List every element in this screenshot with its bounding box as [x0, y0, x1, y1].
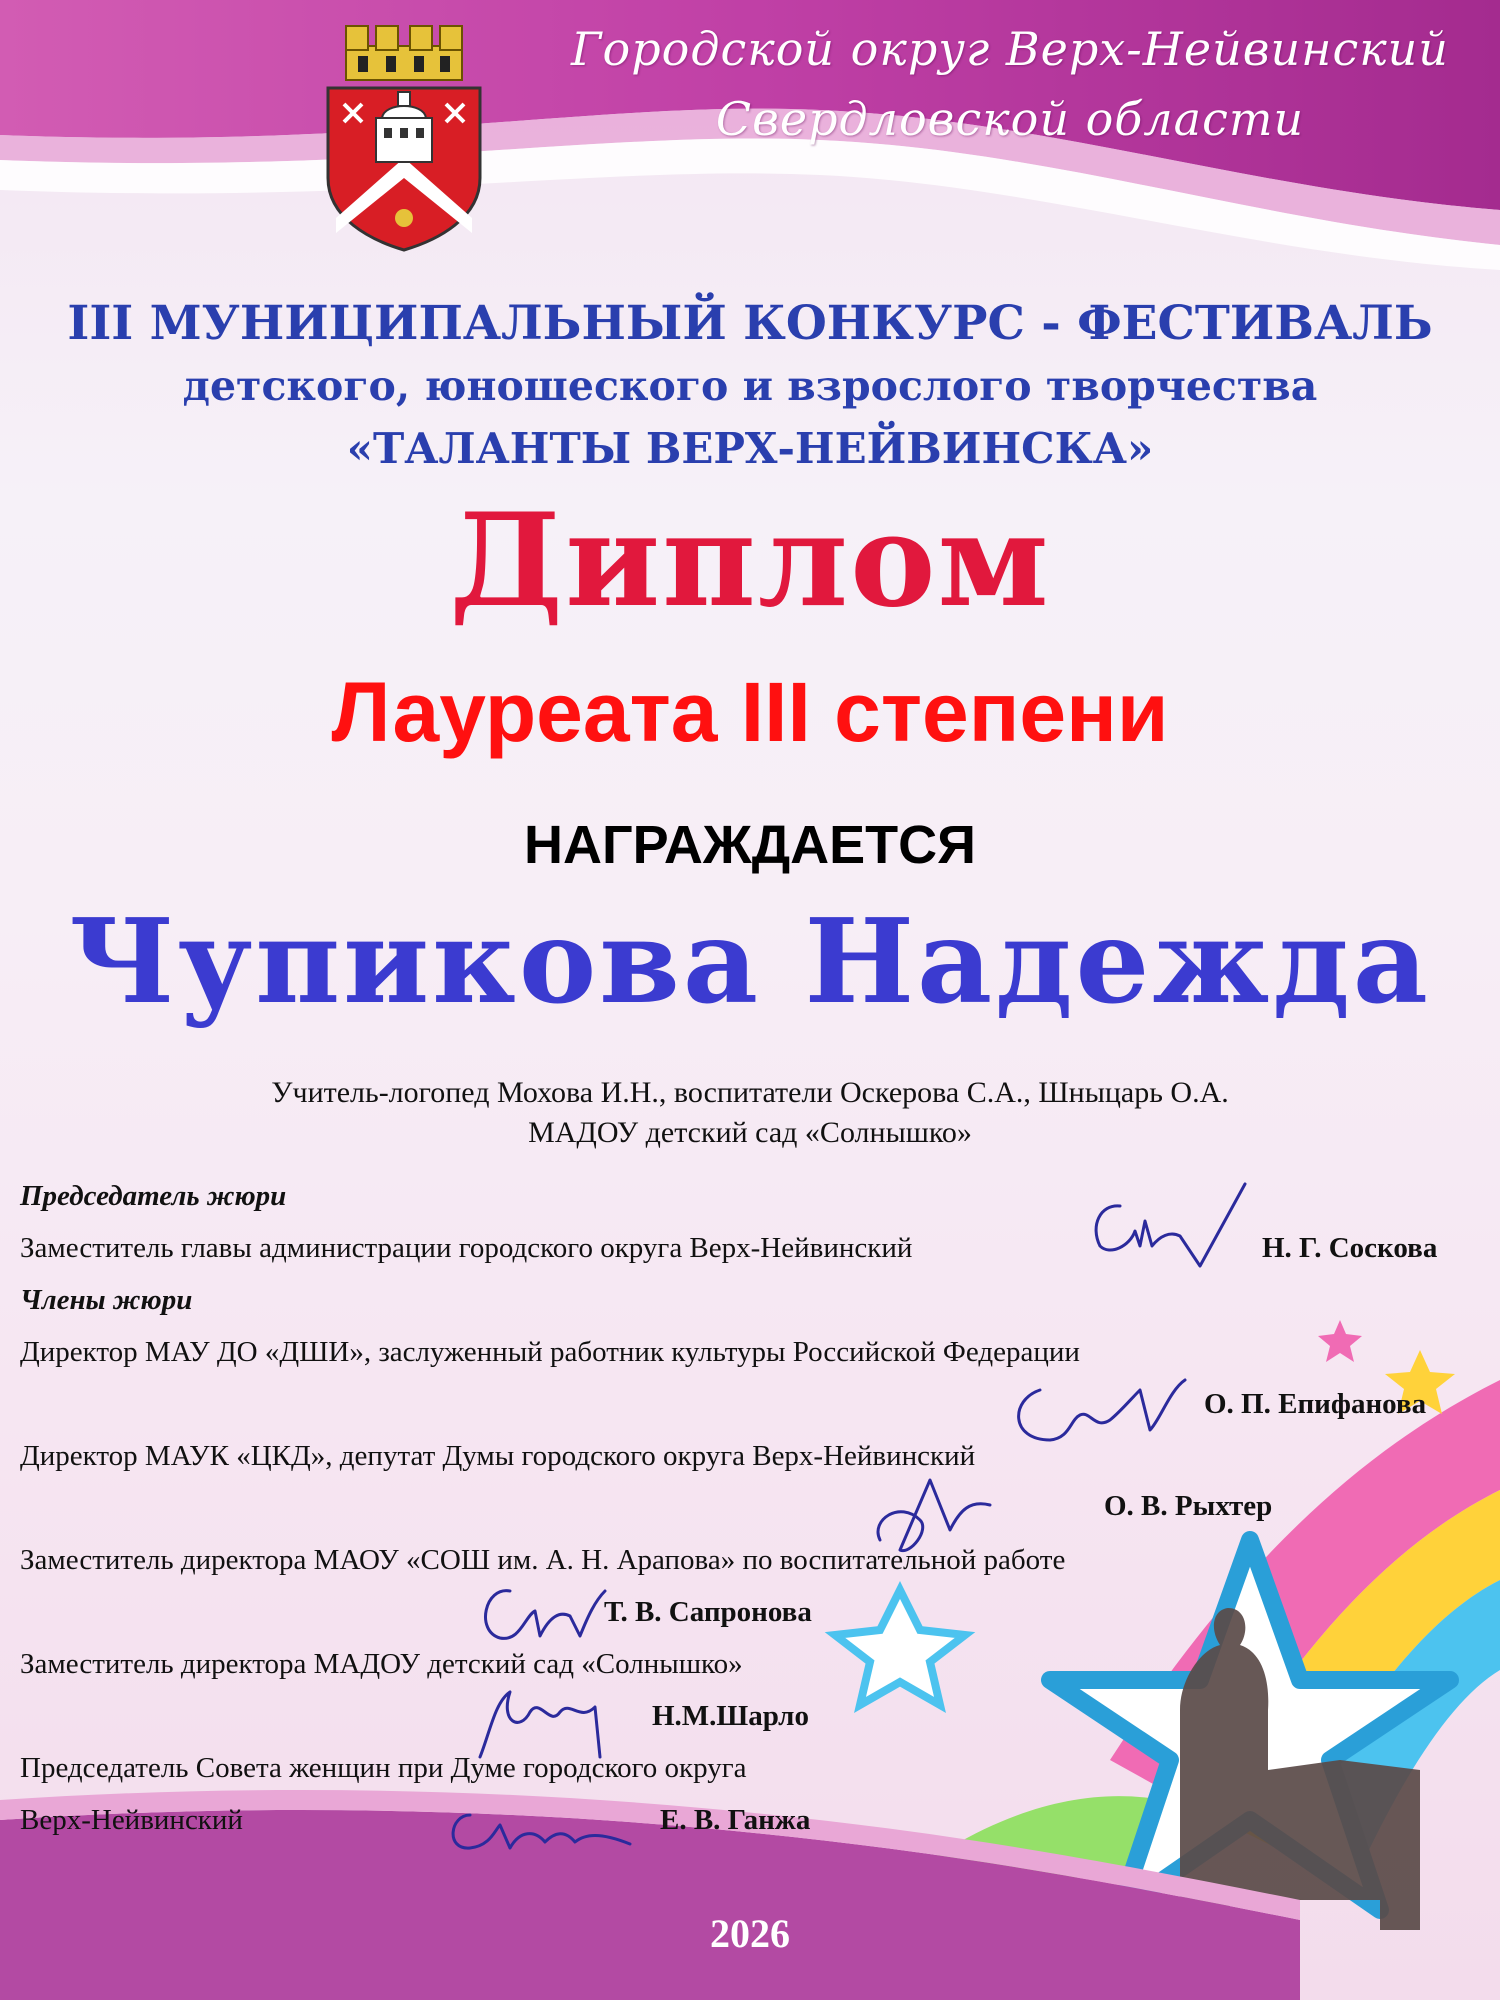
contest-subtitle: детского, юношеского и взрослого творчества: [182, 362, 1318, 410]
jury-member-name-2: О. В. Рыхтер: [1104, 1490, 1273, 1522]
contest-title: III МУНИЦИПАЛЬНЫЙ КОНКУРС - ФЕСТИВАЛЬ: [67, 296, 1433, 351]
jury-member-position-5b: Верх-Нейвинский: [20, 1804, 243, 1836]
jury-members-heading: Члены жюри: [20, 1284, 193, 1316]
awardee-name: Чупикова Надежда: [69, 894, 1431, 1030]
teachers-line: Учитель-логопед Мохова И.Н., воспитатели Оскерова С.А., Шныцарь О.А.: [271, 1076, 1229, 1109]
region-title-line2: Свердловской области: [715, 92, 1305, 146]
coat-of-arms-emblem: [318, 18, 490, 254]
laureate-degree: Лауреата III степени: [331, 665, 1169, 759]
jury-member-name-3: Т. В. Сапронова: [604, 1596, 812, 1628]
institution-line: МАДОУ детский сад «Солнышко»: [528, 1116, 972, 1149]
jury-member-name-4: Н.М.Шарло: [652, 1700, 809, 1732]
jury-chair-position: Заместитель главы администрации городского округа Верх-Нейвинский: [20, 1232, 913, 1264]
jury-member-position-4: Заместитель директора МАДОУ детский сад «Солнышко»: [20, 1648, 743, 1680]
contest-name: «ТАЛАНТЫ ВЕРХ-НЕЙВИНСКА»: [346, 424, 1154, 473]
jury-member-position-2: Директор МАУК «ЦКД», депутат Думы городского округа Верх-Нейвинский: [20, 1440, 976, 1472]
jury-member-position-3: Заместитель директора МАОУ «СОШ им. А. Н. Арапова» по воспитательной работе: [20, 1544, 1066, 1576]
jury-member-name-5: Е. В. Ганжа: [660, 1804, 811, 1836]
diploma-title: Диплом: [449, 486, 1051, 636]
signature-member-4: [450, 1672, 610, 1762]
jury-member-name-1: О. П. Епифанова: [1204, 1388, 1427, 1420]
signature-member-1: [1000, 1360, 1200, 1450]
signature-member-3: [470, 1576, 610, 1656]
awarded-label: НАГРАЖДАЕТСЯ: [524, 815, 976, 875]
jury-chair-heading: Председатель жюри: [20, 1180, 287, 1212]
signature-member-5: [440, 1800, 640, 1860]
jury-member-position-1: Директор МАУ ДО «ДШИ», заслуженный работник культуры Российской Федерации: [20, 1336, 1080, 1368]
jury-member-position-5: Председатель Совета женщин при Думе городского округа: [20, 1752, 747, 1784]
signature-chair: [1080, 1176, 1260, 1276]
jury-chair-name: Н. Г. Соскова: [1262, 1232, 1438, 1264]
region-title-line1: Городской округ Верх-Нейвинский: [571, 22, 1449, 76]
diploma-year: 2026: [710, 1911, 790, 1956]
